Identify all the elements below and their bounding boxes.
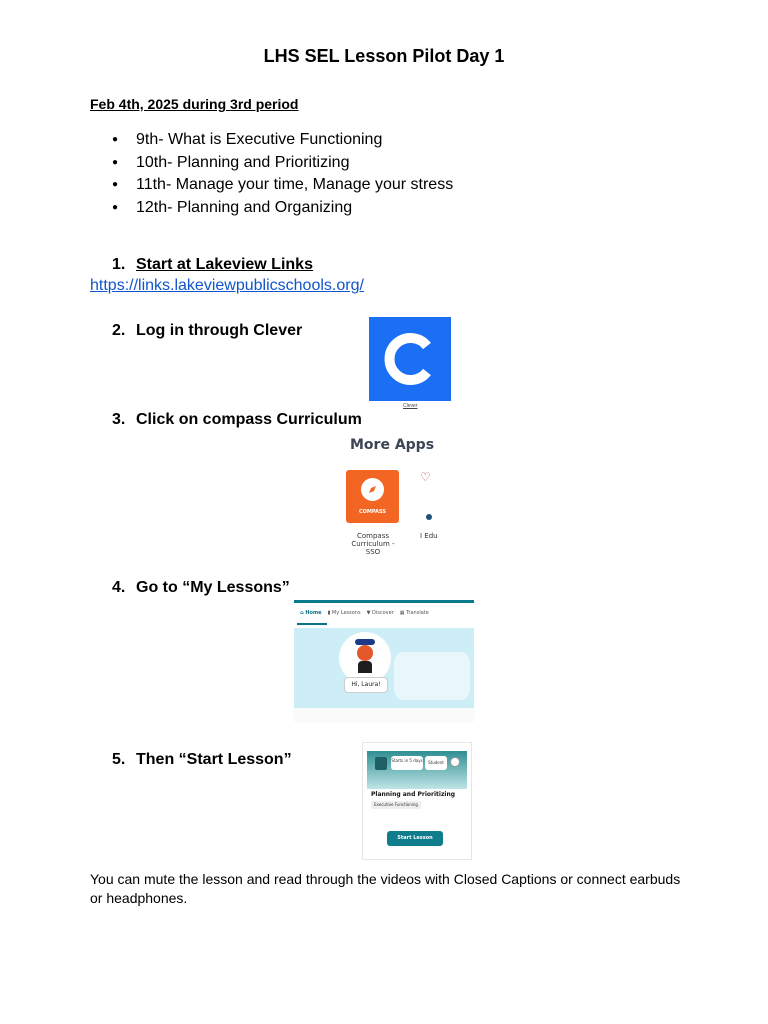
clever-caption: Clever bbox=[403, 403, 418, 409]
my-lessons-image bbox=[294, 600, 474, 722]
step-number: 3. bbox=[112, 411, 126, 428]
step-2 bbox=[112, 322, 302, 340]
compass-app-name: Compass Curriculum - SSO bbox=[351, 532, 395, 556]
step-label: Click on compass Curriculum bbox=[136, 411, 362, 428]
avatar-face bbox=[357, 645, 373, 661]
step-4 bbox=[112, 579, 290, 597]
more-apps-image bbox=[342, 432, 438, 562]
step-label: Then “Start Lesson” bbox=[136, 751, 292, 768]
start-lesson-button[interactable]: Start Lesson bbox=[387, 831, 443, 846]
lakeview-links-url[interactable]: https://links.lakeviewpublicschools.org/ bbox=[90, 277, 364, 294]
active-tab-indicator bbox=[297, 623, 327, 625]
compass-app-tile[interactable] bbox=[346, 470, 399, 523]
starts-chip: Starts in 5 days bbox=[391, 756, 423, 770]
step-label: Log in through Clever bbox=[136, 322, 303, 339]
clever-logo bbox=[369, 317, 451, 401]
heart-icon[interactable]: ♡ bbox=[420, 470, 431, 484]
clever-c-icon bbox=[369, 317, 451, 401]
footer-note: You can mute the lesson and read through the videos with Closed Captions or connect earbuds or headphones. bbox=[90, 871, 681, 906]
lesson-tag: Executive Functioning bbox=[371, 801, 421, 809]
list-item: ● 12th- Planning and Organizing bbox=[112, 198, 453, 221]
step-5 bbox=[112, 751, 292, 769]
nav-discover[interactable]: ▼ Discover bbox=[366, 610, 394, 616]
more-apps-heading: More Apps bbox=[350, 437, 435, 453]
grade-topics-list bbox=[112, 130, 453, 220]
compass-tile-label: COMPASS bbox=[359, 509, 386, 515]
avatar-body bbox=[358, 661, 372, 673]
app2-icon bbox=[426, 514, 432, 520]
step-number: 5. bbox=[112, 751, 126, 768]
step-number: 2. bbox=[112, 322, 126, 339]
lesson-card-image bbox=[362, 742, 472, 860]
step-3 bbox=[112, 411, 362, 429]
list-item: ● 10th- Planning and Prioritizing bbox=[112, 153, 453, 176]
compass-icon bbox=[361, 478, 384, 501]
list-item: ● 11th- Manage your time, Manage your stress bbox=[112, 175, 453, 198]
more-icon[interactable] bbox=[450, 757, 460, 767]
list-item: ● 9th- What is Executive Functioning bbox=[112, 130, 453, 153]
date-line: Feb 4th, 2025 during 3rd period bbox=[90, 96, 299, 112]
step-label: Start at Lakeview Links bbox=[136, 256, 313, 273]
step-1 bbox=[112, 256, 313, 274]
nav-my-lessons[interactable]: ▮ My Lessons bbox=[327, 610, 361, 616]
step-number: 4. bbox=[112, 579, 126, 596]
bottom-strip bbox=[294, 708, 474, 722]
hero-cloud bbox=[394, 652, 470, 700]
document-title: LHS SEL Lesson Pilot Day 1 bbox=[263, 46, 505, 66]
lesson-icon bbox=[375, 757, 387, 770]
nav-home[interactable]: ⌂ Home bbox=[300, 610, 322, 616]
greeting: Hi, Laura! bbox=[344, 677, 388, 693]
lesson-title: Planning and Prioritizing bbox=[371, 791, 456, 798]
student-chip: Student bbox=[425, 756, 447, 770]
nav-translate[interactable]: ▦ Translate bbox=[399, 610, 429, 616]
step-number: 1. bbox=[112, 256, 126, 273]
lessons-nav bbox=[294, 603, 474, 623]
lesson-card-header bbox=[367, 751, 467, 789]
app2-name: I Edu bbox=[420, 532, 438, 540]
step-label: Go to “My Lessons” bbox=[136, 579, 290, 596]
